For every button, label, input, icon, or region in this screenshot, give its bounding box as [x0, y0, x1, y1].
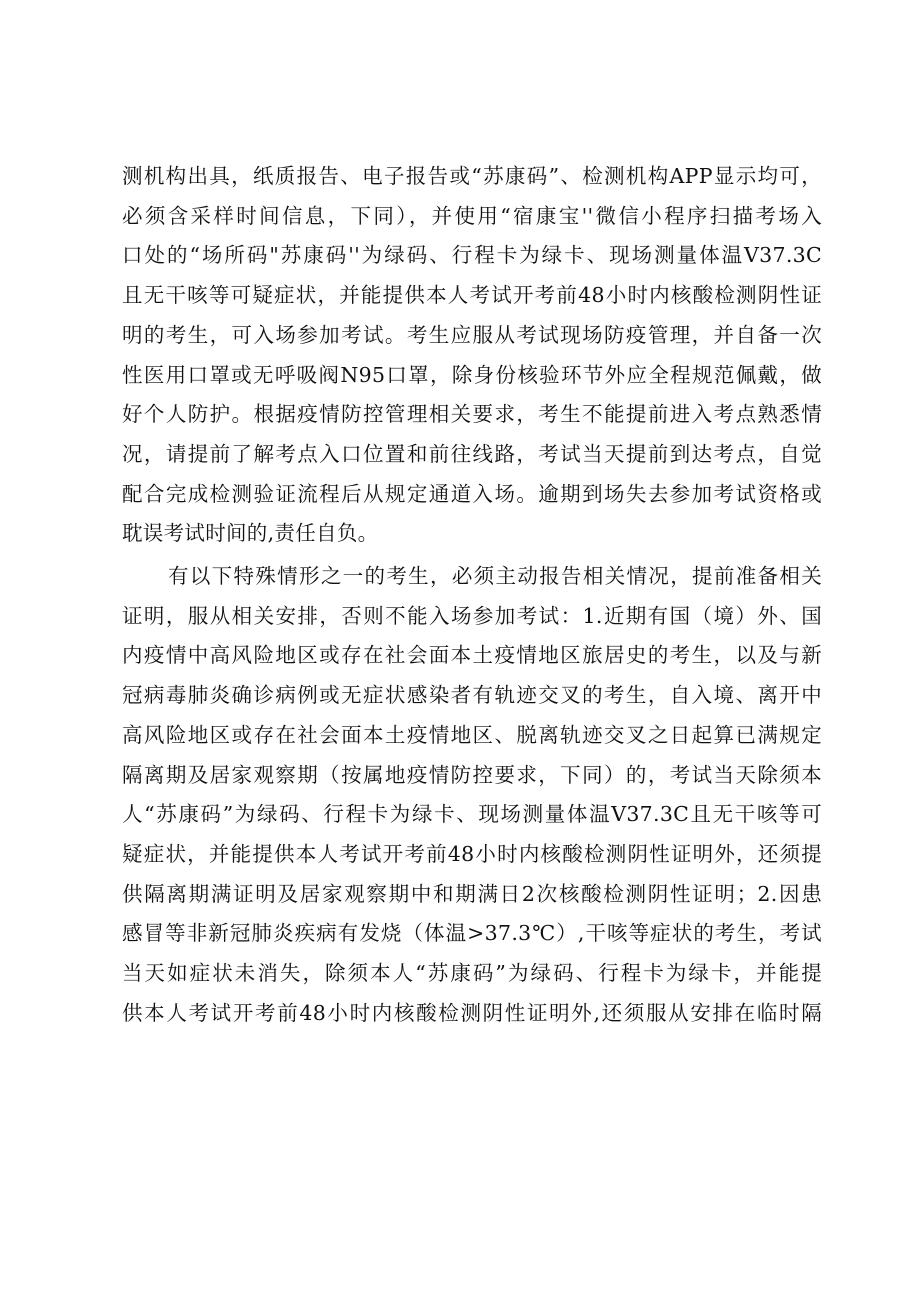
text-line: 口处的“场所码"苏康码''为绿码、行程卡为绿卡、现场测量体温V37.3C: [122, 243, 822, 268]
text-line: 况，请提前了解考点入口位置和前往线路，考试当天提前到达考点，自觉: [122, 441, 822, 466]
text-line: 证明，服从相关安排，否则不能入场参加考试：1.近期有国（境）外、国: [122, 603, 822, 628]
text-line: 供本人考试开考前48小时内核酸检测阴性证明外,还须服从安排在临时隔: [122, 1000, 822, 1025]
text-line: 人“苏康码”为绿码、行程卡为绿卡、现场测量体温V37.3C且无干咳等可: [122, 802, 822, 827]
text-line: 冠病毒肺炎确诊病例或无症状感染者有轨迹交叉的考生，自入境、离开中: [122, 683, 822, 708]
text-line: 有以下特殊情形之一的考生，必须主动报告相关情况，提前准备相关: [168, 564, 822, 589]
text-line: 且无干咳等可疑症状，并能提供本人考试开考前48小时内核酸检测阴性证: [122, 283, 822, 308]
text-line: 耽误考试时间的,责任自负。: [122, 521, 379, 546]
text-line: 明的考生，可入场参加考试。考生应服从考试现场防疫管理，并自备一次: [122, 322, 822, 347]
paragraph-entry-requirements: [122, 157, 822, 554]
text-line: 疑症状，并能提供本人考试开考前48小时内核酸检测阴性证明外，还须提: [122, 841, 822, 866]
text-line: 供隔离期满证明及居家观察期中和期满日2次核酸检测阴性证明；2.因患: [122, 881, 822, 906]
text-line: 必须含采样时间信息，下同），并使用“宿康宝''微信小程序扫描考场入: [122, 203, 822, 228]
text-line: 当天如症状未消失，除须本人“苏康码”为绿码、行程卡为绿卡，并能提: [122, 961, 822, 986]
text-line: 性医用口罩或无呼吸阀N95口罩，除身份核验环节外应全程规范佩戴，做: [122, 362, 822, 387]
document-body: [122, 157, 822, 1033]
text-line: 高风险地区或存在社会面本土疫情地区、脱离轨迹交叉之日起算已满规定: [122, 722, 822, 747]
text-line: 隔离期及居家观察期（按属地疫情防控要求，下同）的，考试当天除须本: [122, 762, 822, 787]
text-line: 内疫情中高风险地区或存在社会面本土疫情地区旅居史的考生，以及与新: [122, 643, 822, 668]
text-line: 好个人防护。根据疫情防控管理相关要求，考生不能提前进入考点熟悉情: [122, 402, 822, 427]
text-line: 感冒等非新冠肺炎疾病有发烧（体温>37.3℃）,干咳等症状的考生，考试: [122, 921, 822, 946]
text-line: 配合完成检测验证流程后从规定通道入场。逾期到场失去参加考试资格或: [122, 481, 822, 506]
text-line: 测机构出具，纸质报告、电子报告或“苏康码”、检测机构APP显示均可，: [122, 164, 822, 188]
paragraph-special-cases: [122, 557, 822, 1033]
